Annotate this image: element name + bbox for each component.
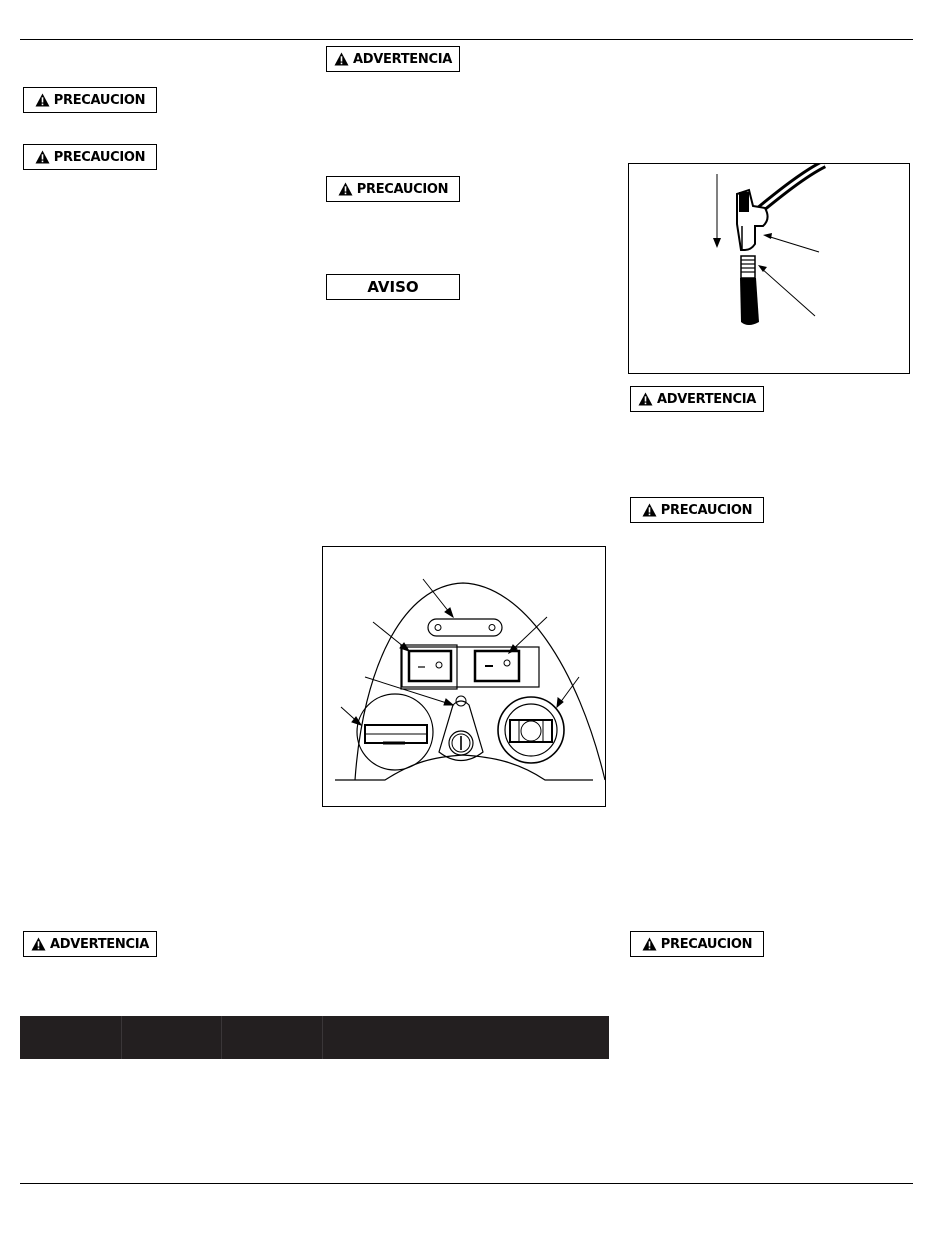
warning-label [326,46,460,72]
caution-text: PRECAUCION [660,502,753,518]
caution-label [630,497,764,523]
caution-label [23,144,157,170]
warning-label [630,386,764,412]
warning-label [23,931,157,957]
hose-connector-figure [628,163,910,374]
caution-text: PRECAUCION [53,149,146,165]
warning-text: ADVERTENCIA [657,391,756,407]
table-header-cell [323,1016,609,1059]
warning-triangle-icon [35,150,50,164]
notice-text: AVISO [367,278,419,296]
top-rule [20,39,913,40]
warning-triangle-icon [642,503,657,517]
table-header [20,1016,609,1059]
warning-triangle-icon [338,182,353,196]
warning-triangle-icon [642,937,657,951]
caution-text: PRECAUCION [356,181,449,197]
control-panel-figure [322,546,606,807]
warning-triangle-icon [31,937,46,951]
caution-label [23,87,157,113]
bottom-rule [20,1183,913,1184]
caution-text: PRECAUCION [53,92,146,108]
caution-label [630,931,764,957]
warning-text: ADVERTENCIA [353,51,452,67]
notice-label [326,274,460,300]
warning-triangle-icon [334,52,349,66]
warning-triangle-icon [35,93,50,107]
caution-text: PRECAUCION [660,936,753,952]
caution-label [326,176,460,202]
table-header-cell [20,1016,122,1059]
table-header-cell [222,1016,323,1059]
warning-triangle-icon [638,392,653,406]
warning-text: ADVERTENCIA [50,936,149,952]
table-header-cell [122,1016,222,1059]
